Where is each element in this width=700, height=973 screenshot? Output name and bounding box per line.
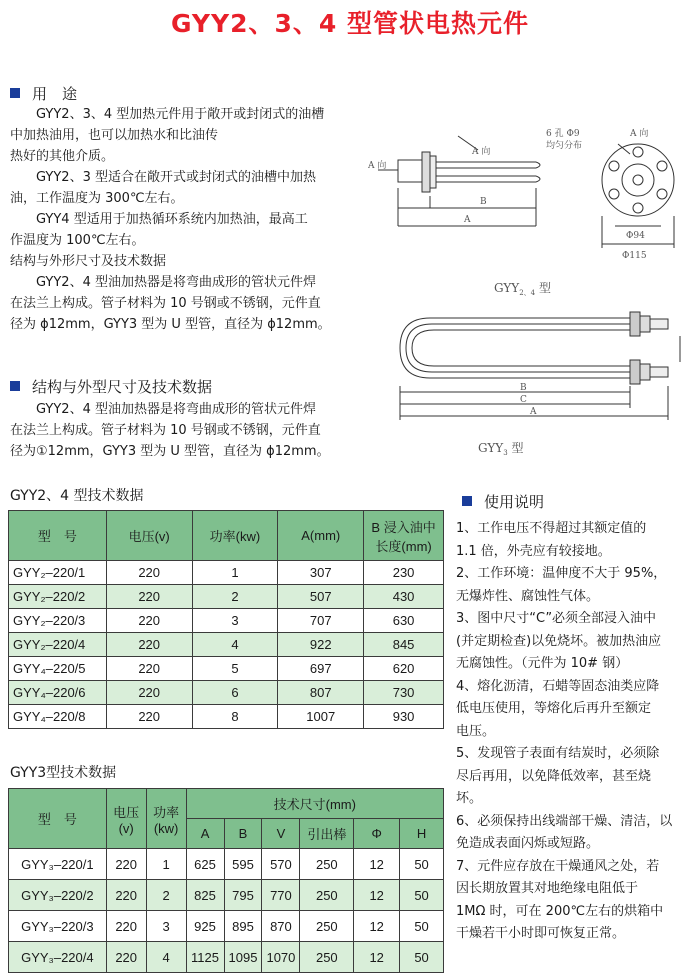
paragraph-line: GYY2、4 型油加热器是将弯曲成形的管状元件焊 [36,275,316,290]
usage-line: 5、发现管子表面有结炭时，必须除 [456,746,660,761]
table-cell-model: GYY₂–220/2 [9,585,107,609]
paragraph-line: 结构与外形尺寸及技术数据 [10,254,167,269]
table-cell-b: 930 [364,705,444,729]
gyy3-drawing [390,306,690,456]
usage-line: 1.1 倍，外壳应有较接地。 [456,543,611,559]
usage-line: (并定期检查)以免烧坏。被加热油应 [456,633,662,649]
table-cell-kw: 2 [192,585,278,609]
terminal-upper [630,312,640,336]
table-cell-kw: 1 [192,561,278,585]
table-cell-v: 220 [106,942,146,973]
table-row [9,705,444,729]
caption-gyy24: $GYY_{2、4}$ 型 [494,281,551,297]
label-a-dir-top: A 向 [472,147,491,157]
table-cell-vv: 870 [262,911,300,942]
table-cell-lead: 250 [300,880,354,911]
table-cell-v: 220 [106,681,192,705]
terminal-lower [630,360,640,384]
table-cell-a: 1125 [186,942,224,973]
table-cell-v: 220 [106,609,192,633]
table-cell-b: 630 [364,609,444,633]
table-row [9,681,444,705]
table-cell-v: 220 [106,705,192,729]
table-cell-kw: 5 [192,657,278,681]
col-header-phi: Φ [354,819,400,849]
table-row [9,561,444,585]
table-row [9,911,444,942]
caption-gyy3: $GYY_3$ 型 [478,441,524,456]
paragraph-line: 在法兰上构成。管子材料为 10 号钢或不锈钢，元件直 [10,296,321,311]
table-cell-model: GYY₃–220/2 [9,880,107,911]
table-cell-model: GYY₂–220/3 [9,609,107,633]
section-heading-text: 结构与外型尺寸及技术数据 [32,378,213,396]
page-title: GYY2、3、4 型管状电热元件 [170,9,530,38]
usage-line: 干燥若干小时即可恢复正常。 [456,926,626,941]
label-holes: 6 孔 Φ9 [546,129,580,139]
usage-line: 低电压使用，等熔化后再升至额定 [456,701,652,716]
table-cell-v: 220 [106,561,192,585]
table-cell-v: 220 [106,657,192,681]
table-row [9,609,444,633]
section-structure-heading [10,376,212,397]
usage-line: 2、工作环境：温伸度不大于 95%， [456,566,667,581]
table-cell-h: 50 [400,849,444,880]
label-a-dir-left: A 向 [368,161,387,171]
usage-line: 免造成表面闪烁或短路。 [456,836,600,851]
table-cell-a: 925 [186,911,224,942]
col-header-h: H [400,819,444,849]
col-header-lead: 引出棒 [300,819,354,849]
label-c: C [520,395,527,405]
usage-line: 无爆炸性、腐蚀性气体。 [456,588,600,604]
table-cell-lead: 250 [300,942,354,973]
table-cell-model: GYY₄–220/6 [9,681,107,705]
table-cell-lead: 250 [300,849,354,880]
section-structure-body [10,399,370,462]
section-usage-body [10,104,370,335]
col-header-power [146,789,186,849]
table-cell-h: 50 [400,942,444,973]
paragraph-line: 在法兰上构成。管子材料为 10 号钢或不锈钢，元件直 [10,423,321,438]
table-cell-v: 220 [106,585,192,609]
table-cell-kw: 8 [192,705,278,729]
table-cell-v: 220 [106,911,146,942]
paragraph-line: 径为 ϕ12mm，GYY3 型为 U 型管，直径为 ϕ12mm。 [10,317,331,332]
usage-heading-text: 使用说明 [484,493,545,511]
bullet-square-icon [462,496,472,506]
usage-line: 3、图中尺寸“C”必须全部浸入油中 [456,611,657,626]
u-tube-upper [400,318,630,378]
table-cell-kw: 3 [146,911,186,942]
col-header-a: A [186,819,224,849]
paragraph-line: 中加热油用，也可以加热水和比油传 [10,128,219,143]
label-b: B [480,197,487,207]
col-header-b [364,511,444,561]
usage-heading [462,491,544,512]
col-header-voltage: 电压(v) [106,511,192,561]
paragraph-line: 径为①12mm，GYY3 型为 U 型管，直径为 ϕ12mm。 [10,444,330,459]
usage-line: 1MΩ 时，可在 200℃左右的烘箱中 [456,903,664,919]
usage-line: 因长期放置其对地绝缘电阻低于 [456,881,639,896]
table-cell-kw: 4 [192,633,278,657]
table-cell-model: GYY₃–220/3 [9,911,107,942]
table-cell-model: GYY₃–220/4 [9,942,107,973]
col-header-voltage-line1: 电压 [113,804,140,820]
table-cell-phi: 12 [354,942,400,973]
paragraph-line: GYY2、3、4 型加热元件用于敞开或封闭式的油槽 [36,107,325,122]
table-cell-a: 625 [186,849,224,880]
table-cell-b: 620 [364,657,444,681]
table-cell-model: GYY₄–220/5 [9,657,107,681]
table-cell-model: GYY₂–220/4 [9,633,107,657]
table-cell-model: GYY₂–220/1 [9,561,107,585]
table-cell-h: 50 [400,911,444,942]
flange-plate [422,152,430,192]
label-a: A [464,215,471,225]
bullet-square-icon [10,88,20,98]
label-d115: Φ115 [622,251,647,261]
gyy3-spec-table [8,788,444,973]
usage-line: 无腐蚀性。（元件为 10# 钢） [456,656,629,671]
usage-line: 尽后再用，以免降低效率，甚至烧 [456,768,652,784]
table-row [9,849,444,880]
label-holes2: 均匀分布 [546,141,583,151]
table-cell-b: 895 [224,911,262,942]
usage-line: 4、熔化沥清，石蜡等固态油类应降 [456,678,660,694]
table-cell-phi: 12 [354,880,400,911]
col-header-model: 型 号 [9,511,107,561]
table-row [9,880,444,911]
table-cell-kw: 2 [146,880,186,911]
usage-line: 6、必须保持出线端部干燥、清洁，以 [456,813,673,829]
col-header-voltage [106,789,146,849]
usage-line: 1、工作电压不得超过其额定值的 [456,521,647,536]
gyy24-spec-table [8,510,444,729]
paragraph-line: 作温度为 100℃左右。 [10,233,145,248]
paragraph-line: 油，工作温度为 300℃左右。 [10,191,184,206]
table2-caption: GYY3型技术数据 [10,765,117,781]
table-cell-vv: 770 [262,880,300,911]
table-cell-vv: 1070 [262,942,300,973]
table-row [9,657,444,681]
gyy24-drawing [368,118,698,298]
table-cell-a: 707 [278,609,364,633]
table-cell-b: 1095 [224,942,262,973]
col-header-power-line2: (kw) [153,820,179,836]
bullet-square-icon [10,381,20,391]
label-b: B [520,383,527,393]
table-cell-a: 507 [278,585,364,609]
table-cell-lead: 250 [300,911,354,942]
table-cell-kw: 6 [192,681,278,705]
table-cell-a: 825 [186,880,224,911]
table-cell-a: 307 [278,561,364,585]
col-header-power: 功率(kw) [192,511,278,561]
section-heading-text: 用 途 [32,85,78,103]
col-header-b-line1: B 浸入油中 [371,519,436,535]
table-cell-b: 730 [364,681,444,705]
col-header-tech-dims: 技术尺寸(mm) [186,789,443,819]
paragraph-line: GYY2、3 型适合在敞开式或封闭式的油槽中加热 [36,170,316,185]
usage-line: 7、元件应存放在干燥通风之处，若 [456,858,660,874]
table-cell-v: 220 [106,849,146,880]
table-cell-model: GYY₃–220/1 [9,849,107,880]
table-cell-kw: 1 [146,849,186,880]
usage-instructions [456,518,692,946]
label-a-dir-right: A 向 [630,129,649,139]
table-cell-a: 697 [278,657,364,681]
table-row [9,585,444,609]
col-header-b: B [224,819,262,849]
col-header-v: V [262,819,300,849]
table-cell-b: 595 [224,849,262,880]
table-cell-vv: 570 [262,849,300,880]
table-cell-a: 807 [278,681,364,705]
paragraph-line: 热好的其他介质。 [10,149,115,164]
label-a: A [530,407,537,417]
paragraph-line: GYY4 型适用于加热循环系统内加热油，最高工 [36,212,308,227]
usage-line: 坏。 [456,791,483,806]
table-cell-kw: 4 [146,942,186,973]
paragraph-line: GYY2、4 型油加热器是将弯曲成形的管状元件焊 [36,402,316,417]
table-cell-b: 230 [364,561,444,585]
table-cell-phi: 12 [354,911,400,942]
col-header-power-line1: 功率 [153,804,180,820]
table-cell-v: 220 [106,633,192,657]
table-row [9,942,444,973]
col-header-model: 型 号 [9,789,107,849]
table-cell-phi: 12 [354,849,400,880]
table-cell-b: 430 [364,585,444,609]
table-cell-kw: 3 [192,609,278,633]
table-row [9,633,444,657]
table-cell-v: 220 [106,880,146,911]
col-header-voltage-line2: (v) [118,820,134,836]
section-usage-heading [10,83,77,104]
col-header-b-line2: 长度(mm) [375,538,432,554]
table-cell-model: GYY₄–220/8 [9,705,107,729]
table-cell-h: 50 [400,880,444,911]
label-d94: Φ94 [626,231,645,241]
table-cell-a: 1007 [278,705,364,729]
table-cell-b: 845 [364,633,444,657]
usage-line: 电压。 [456,723,496,739]
terminal-box [398,160,422,182]
table1-caption: GYY2、4 型技术数据 [10,488,144,504]
table-cell-b: 795 [224,880,262,911]
flange-outer [602,144,674,216]
table-cell-a: 922 [278,633,364,657]
col-header-a: A(mm) [278,511,364,561]
